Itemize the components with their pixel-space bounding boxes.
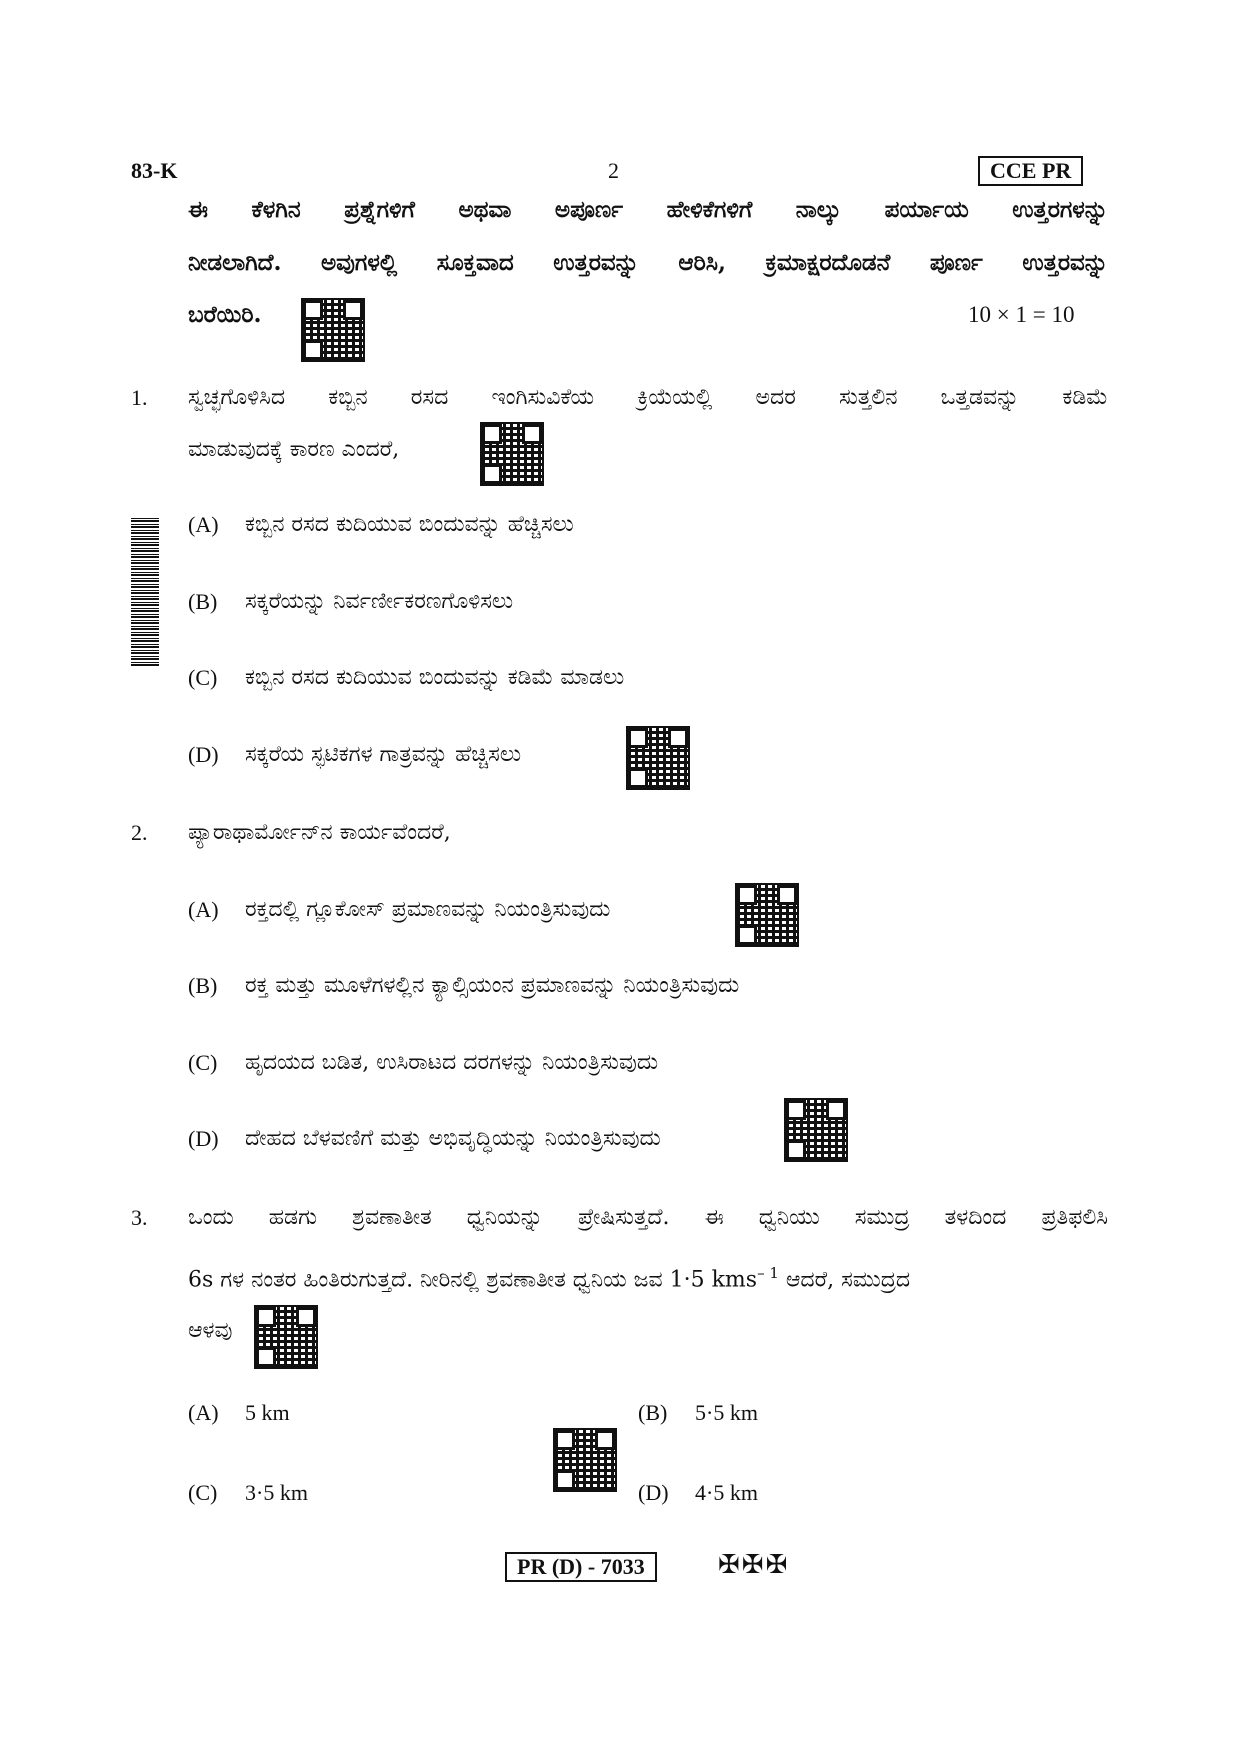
q1-option-a-text: ಕಬ್ಬಿನ ರಸದ ಕುದಿಯುವ ಬಿಂದುವನ್ನು ಹೆಚ್ಚಿಸಲು [245, 512, 574, 537]
marks-allocation: 10 × 1 = 10 [968, 302, 1075, 327]
instruction-line-3: ಬರೆಯಿರಿ. [188, 301, 262, 328]
question-3-text-line-2b: ಆದರೆ, ಸಮುದ್ರದ [778, 1267, 911, 1293]
q2-option-d-letter: (D) [188, 1126, 219, 1151]
q3-option-a-letter: (A) [188, 1400, 219, 1425]
q3-option-a-text: 5 km [245, 1400, 290, 1425]
q1-option-a-letter: (A) [188, 512, 219, 537]
question-3-text-line-1: ಒಂದು ಹಡಗು ಶ್ರವಣಾತೀತ ಧ್ವನಿಯನ್ನು ಪ್ರೇಷಿಸುತ್ತದೆ. ಈ ಧ್ವನಿಯು ಸಮುದ್ರ ತಳದಿಂದ ಪ್ರತಿಫಲಿಸಿ [188, 1205, 1108, 1230]
question-3-text-line-2 [188, 1260, 910, 1293]
q3-option-d-text: 4·5 km [695, 1480, 758, 1505]
q2-option-b-text: ರಕ್ತ ಮತ್ತು ಮೂಳೆಗಳಲ್ಲಿನ ಕ್ಯಾಲ್ಸಿಯಂನ ಪ್ರಮಾಣವನ್ನು ನಿಯಂತ್ರಿಸುವುದು [245, 973, 740, 998]
question-1-text-line-1: ಸ್ವಚ್ಛಗೊಳಿಸಿದ ಕಬ್ಬಿನ ರಸದ ಇಂಗಿಸುವಿಕೆಯ ಕ್ರಿಯೆಯಲ್ಲಿ ಅದರ ಸುತ್ತಲಿನ ಒತ್ತಡವನ್ನು ಕಡಿಮೆ [188, 385, 1108, 410]
q2-option-c-letter: (C) [188, 1050, 218, 1075]
question-2-number: 2. [131, 820, 148, 845]
q1-option-d-letter: (D) [188, 742, 219, 767]
q2-option-b-letter: (B) [188, 973, 218, 998]
q2-option-d-text: ದೇಹದ ಬೆಳವಣಿಗೆ ಮತ್ತು ಅಭಿವೃದ್ಧಿಯನ್ನು ನಿಯಂತ್ರಿಸುವುದು [245, 1126, 661, 1151]
footer-code: PR (D) - 7033 [505, 1552, 657, 1582]
series-badge: CCE PR [978, 156, 1083, 186]
paper-code: 83-K [131, 158, 178, 183]
question-3-text-line-2a: 6s ಗಳ ನಂತರ ಹಿಂತಿರುಗುತ್ತದೆ. ನೀರಿನಲ್ಲಿ ಶ್ರವಣಾತೀತ ಧ್ವನಿಯ ಜವ 1·5 kms [188, 1267, 758, 1293]
q3-option-c-letter: (C) [188, 1480, 218, 1505]
instruction-line-1: ಈ ಕೆಳಗಿನ ಪ್ರಶ್ನೆಗಳಿಗೆ ಅಥವಾ ಅಪೂರ್ಣ ಹೇಳಿಕೆಗಳಿಗೆ ನಾಲ್ಕು ಪರ್ಯಾಯ ಉತ್ತರಗಳನ್ನು [188, 196, 1108, 223]
footer-ornament-icon: ✠✠✠ [718, 1550, 790, 1580]
question-1-number: 1. [131, 385, 148, 410]
q1-option-b-letter: (B) [188, 589, 218, 614]
qr-code-icon [737, 885, 797, 945]
qr-code-icon [628, 728, 688, 788]
qr-code-icon [482, 424, 542, 484]
q2-option-a-text: ರಕ್ತದಲ್ಲಿ ಗ್ಲೂಕೋಸ್ ಪ್ರಮಾಣವನ್ನು ನಿಯಂತ್ರಿಸುವುದು [245, 897, 611, 922]
q3-option-b-text: 5·5 km [695, 1400, 758, 1425]
q3-option-d-letter: (D) [638, 1480, 669, 1505]
question-2-text-line-1: ಪ್ಯಾರಾಥಾರ್ಮೋನ್‌ನ ಕಾರ್ಯವೆಂದರೆ, [188, 820, 451, 845]
qr-code-icon [303, 300, 363, 360]
q2-option-a-letter: (A) [188, 897, 219, 922]
qr-code-icon [555, 1430, 615, 1490]
q3-option-c-text: 3·5 km [245, 1480, 308, 1505]
question-3-text-line-3: ಆಳವು [188, 1318, 233, 1343]
qr-code-icon [786, 1100, 846, 1160]
page-number: 2 [608, 158, 619, 183]
q1-option-d-text: ಸಕ್ಕರೆಯ ಸ್ಫಟಿಕಗಳ ಗಾತ್ರವನ್ನು ಹೆಚ್ಚಿಸಲು [245, 742, 522, 767]
q1-option-c-text: ಕಬ್ಬಿನ ರಸದ ಕುದಿಯುವ ಬಿಂದುವನ್ನು ಕಡಿಮೆ ಮಾಡಲು [245, 665, 625, 690]
q2-option-c-text: ಹೃದಯದ ಬಡಿತ, ಉಸಿರಾಟದ ದರಗಳನ್ನು ನಿಯಂತ್ರಿಸುವುದು [245, 1050, 659, 1075]
question-1-text-line-2: ಮಾಡುವುದಕ್ಕೆ ಕಾರಣ ಎಂದರೆ, [188, 437, 400, 462]
instruction-line-2: ನೀಡಲಾಗಿದೆ. ಅವುಗಳಲ್ಲಿ ಸೂಕ್ತವಾದ ಉತ್ತರವನ್ನು ಆರಿಸಿ, ಕ್ರಮಾಕ್ಷರದೊಡನೆ ಪೂರ್ಣ ಉತ್ತರವನ್ನು [188, 249, 1108, 276]
q1-option-c-letter: (C) [188, 665, 218, 690]
question-3-exponent: – 1 [757, 1264, 779, 1282]
qr-code-icon [256, 1307, 316, 1367]
barcode-icon [131, 516, 159, 666]
q3-option-b-letter: (B) [638, 1400, 668, 1425]
q1-option-b-text: ಸಕ್ಕರೆಯನ್ನು ನಿರ್ವರ್ಣೀಕರಣಗೊಳಿಸಲು [245, 589, 514, 614]
question-3-number: 3. [131, 1205, 148, 1230]
